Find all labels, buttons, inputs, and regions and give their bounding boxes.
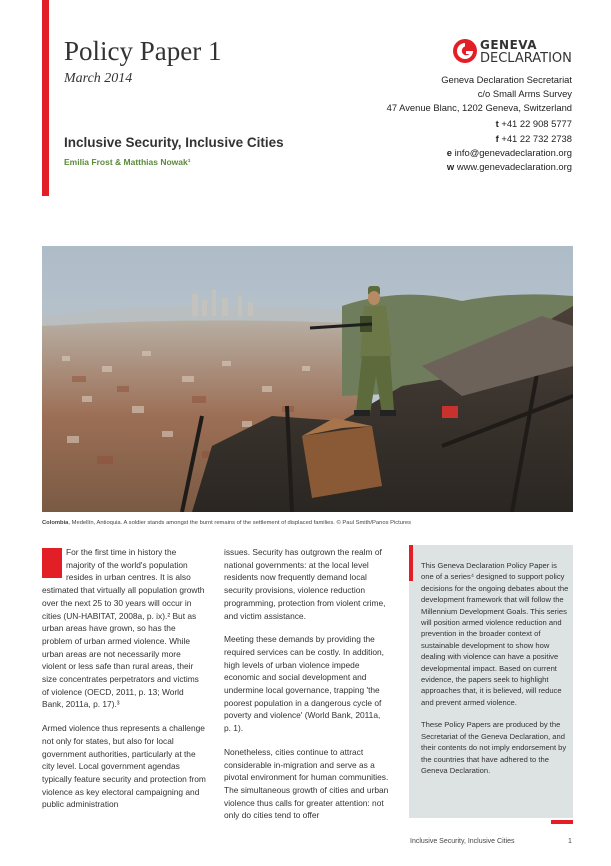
paragraph	[42, 546, 207, 711]
series-info-paragraph: These Policy Papers are produced by the Secretariat of the Geneva Declaration, and their contents do not imply endorsement by the countries that have adhered to the Geneva Declaration.	[421, 720, 567, 775]
caption-country: Colombia	[42, 520, 69, 526]
body-column-1	[42, 546, 207, 822]
photo-caption	[42, 520, 411, 526]
footer-accent	[551, 820, 573, 824]
geneva-declaration-logo-icon	[452, 38, 478, 64]
website-link[interactable]: www.genevadeclaration.org	[456, 161, 572, 172]
series-info-paragraph: This Geneva Declaration Policy Paper is one of a series⁴ designed to support policy decisions for the ongoing debates about the development framework that will follow the Millennium Development Goals. This series will position armed violence reduction and prevention in the broader context of sustainable development to show how dealing with violence can have a positive developmental impact. Based on current evidence, the papers seek to highlight approaches that, it is believed, will reduce and prevent armed violence.	[421, 561, 569, 707]
footer-running-title: Inclusive Security, Inclusive Cities	[410, 838, 515, 845]
contact-email	[447, 146, 572, 160]
paper-authors: Emilia Frost & Matthias Nowak¹	[64, 157, 191, 167]
fax-number: +41 22 732 2738	[501, 133, 572, 144]
contact-care-of: c/o Small Arms Survey	[477, 88, 572, 99]
cover-photo-illustration	[42, 246, 573, 512]
dropcap-accent	[42, 548, 62, 578]
contact-web	[447, 160, 572, 174]
paragraph: Nonetheless, cities continue to attract considerable in-migration and serve as a pivotal environment for human communities. The simultaneous growth of cities and urban violence thus calls for greater attention: not only do cities tend to offer	[224, 746, 389, 821]
contact-address: 47 Avenue Blanc, 1202 Geneva, Switzerland	[386, 102, 572, 113]
logo-text-geneva: GENEVA	[480, 38, 538, 52]
series-info-text	[421, 560, 569, 787]
contact-organisation: Geneva Declaration Secretariat	[441, 74, 572, 85]
series-box-accent	[409, 545, 413, 581]
contact-telephone	[496, 117, 572, 131]
paragraph: Armed violence thus represents a challenge not only for states, but also for local government authorities, particularly at the city level. Local government agendas typically feature security and protection from violence as key electoral campaigning and public administration	[42, 723, 206, 810]
web-label: w	[446, 161, 455, 172]
contact-fax	[496, 132, 572, 146]
page-number: 1	[568, 838, 572, 845]
paragraph: issues. Security has outgrown the realm of national governments: at the local level residents now frequently demand local security provisions, violence reduction programming, protection from violent crime, and victim assistance.	[224, 547, 386, 621]
telephone-label: t	[495, 118, 499, 129]
paragraph-text: For the first time in history the majority of the world's population resides in urban centres. It is also estimated that virtually all population growth over the next 25 to 30 years will occur in cities (UN-HABITAT, 2008a, p. ix).² But as urban areas have grown, so has the problem of urban armed violence. While urban areas are not necessarily more violent or less safe than rural areas, their size concentrates perpetrators and victims of violence (OECD, 2011, p. 13; World Bank, 2011a, p. 17).³	[42, 547, 205, 710]
caption-text: , Medellín, Antioquia. A soldier stands amongst the burnt remains of the settlement of displaced families. © Paul Smith/Panos Pictures	[68, 520, 412, 526]
header-accent-bar	[42, 0, 49, 196]
fax-label: f	[495, 133, 499, 144]
cover-photo	[42, 246, 573, 512]
publication-date: March 2014	[64, 71, 133, 86]
body-column-2	[224, 546, 389, 833]
email-label: e	[446, 147, 452, 158]
telephone-number: +41 22 908 5777	[501, 118, 572, 129]
paper-title: Inclusive Security, Inclusive Cities	[64, 135, 284, 150]
logo-text-declaration: DECLARATION	[480, 51, 572, 66]
email-link[interactable]: info@genevadeclaration.org	[454, 147, 572, 158]
page-title: Policy Paper 1	[64, 36, 222, 66]
paragraph: Meeting these demands by providing the required services can be costly. In addition, high levels of urban violence impede economic and social development and undermine local governance, trapping 'the poorest population in a dangerous cycle of poverty and violence' (World Bank, 2011a, p. 1).	[224, 634, 384, 734]
